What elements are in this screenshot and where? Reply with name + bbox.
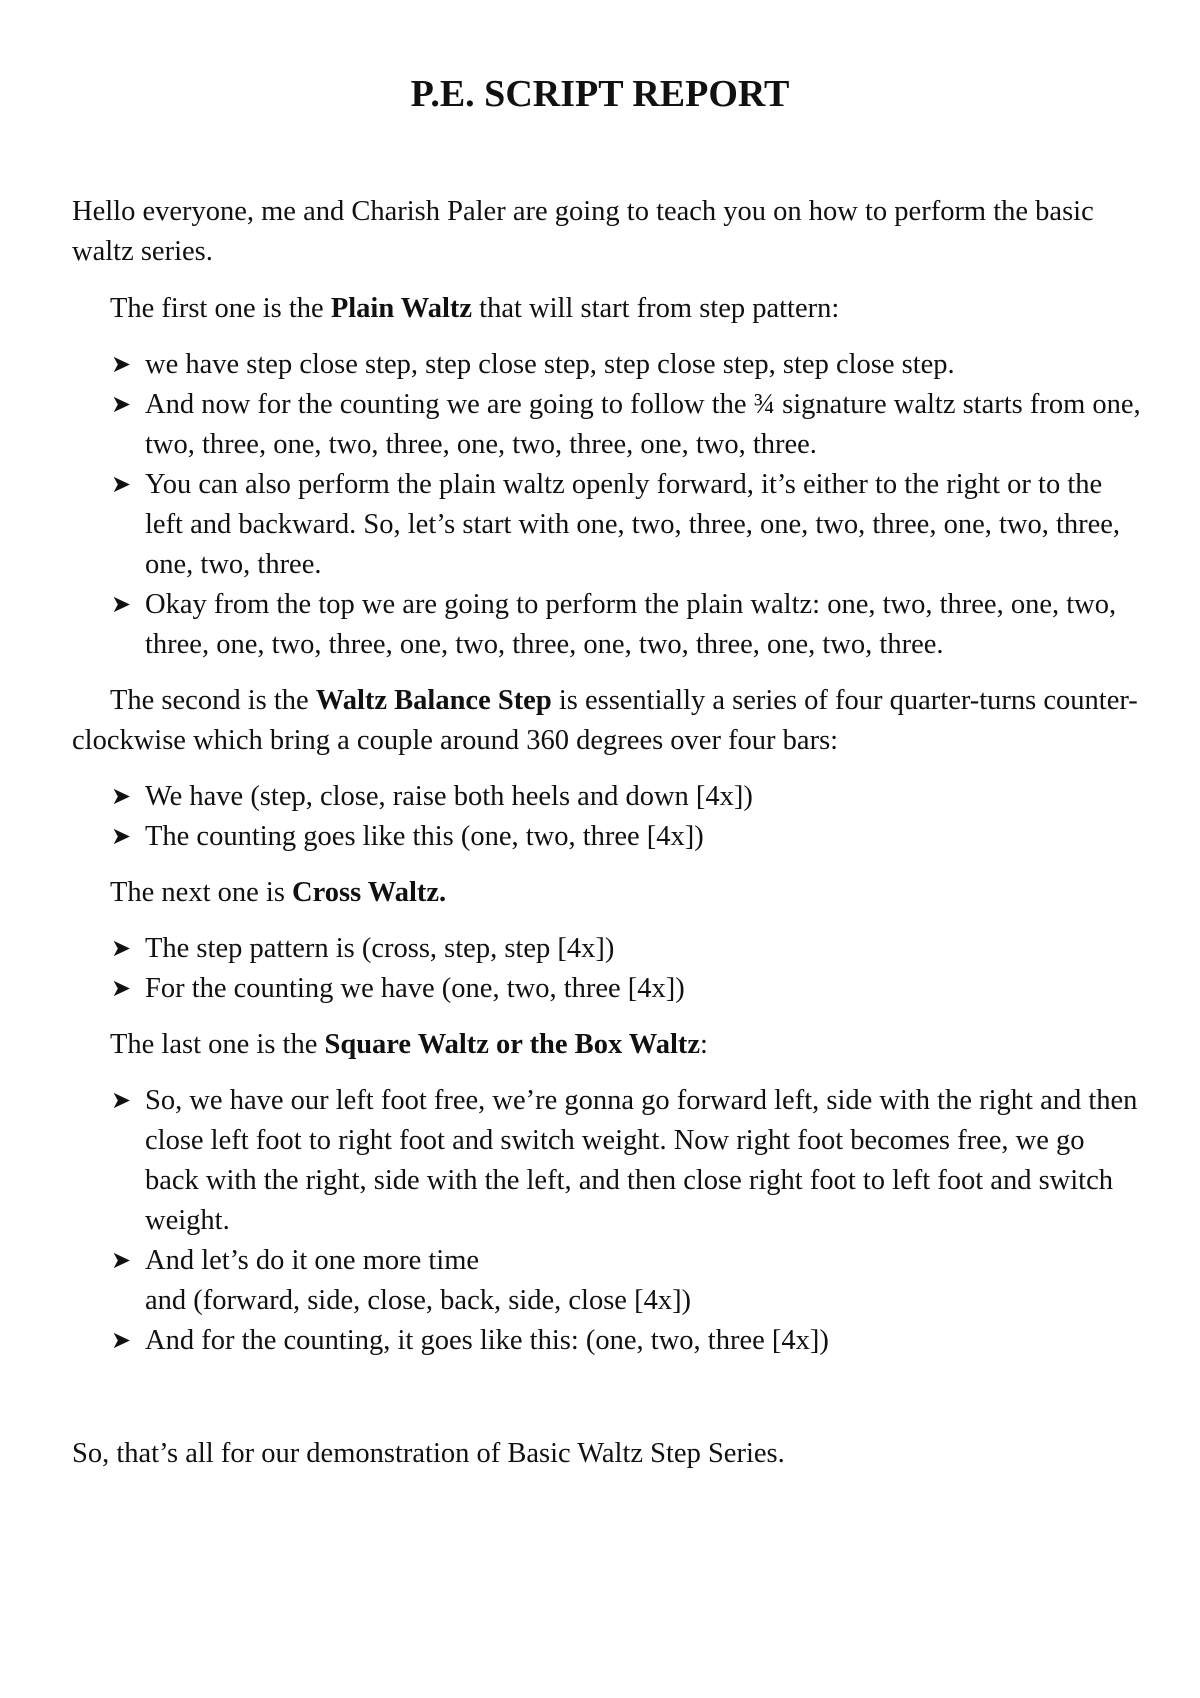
lead-text: The second is the bbox=[110, 685, 316, 716]
balance-step-lead bbox=[72, 681, 1142, 761]
list-item bbox=[111, 969, 1142, 1009]
arrowhead-bullet-icon: ➤ bbox=[111, 392, 132, 418]
plain-waltz-lead bbox=[110, 289, 1142, 329]
arrowhead-bullet-icon: ➤ bbox=[111, 976, 132, 1002]
list-item-text: So, we have our left foot free, we’re gonna go forward left, side with the right and then close left foot to right foot and switch weight. Now right foot becomes free, we go back with the right, side with the left, and then close right foot to left foot and switch weight. bbox=[145, 1085, 1138, 1236]
box-waltz-heading: Square Waltz or the Box Waltz bbox=[324, 1029, 701, 1060]
cross-waltz-list bbox=[72, 929, 1142, 1009]
lead-text: is essentially a series of four quarter-turns counter-clockwise which bring a couple around 360 degrees over four bars: bbox=[72, 685, 1138, 756]
list-item bbox=[111, 585, 1142, 665]
list-item bbox=[111, 465, 1142, 585]
cross-waltz-heading: Cross Waltz. bbox=[292, 877, 447, 908]
arrowhead-bullet-icon: ➤ bbox=[111, 936, 132, 962]
arrowhead-bullet-icon: ➤ bbox=[111, 1248, 132, 1274]
list-item bbox=[111, 1241, 1142, 1321]
list-item-text: Okay from the top we are going to perform the plain waltz: one, two, three, one, two, three, one, two, three, one, two, three, one, two, three, one, two, three. bbox=[145, 589, 1117, 660]
lead-text: : bbox=[700, 1029, 708, 1060]
intro-paragraph: Hello everyone, me and Charish Paler are going to teach you on how to perform the basic waltz series. bbox=[72, 196, 1094, 267]
list-item-text: And let’s do it one more time bbox=[145, 1245, 480, 1276]
list-item bbox=[111, 817, 1142, 857]
lead-text: that will start from step pattern: bbox=[472, 293, 840, 324]
list-item bbox=[111, 777, 1142, 817]
arrowhead-bullet-icon: ➤ bbox=[111, 472, 132, 498]
arrowhead-bullet-icon: ➤ bbox=[111, 592, 132, 618]
arrowhead-bullet-icon: ➤ bbox=[111, 1328, 132, 1354]
list-item-text: For the counting we have (one, two, three [4x]) bbox=[145, 973, 685, 1004]
page-title: P.E. SCRIPT REPORT bbox=[410, 73, 790, 115]
list-item bbox=[111, 385, 1142, 465]
document-body bbox=[72, 192, 1142, 1474]
plain-waltz-list bbox=[72, 345, 1142, 665]
lead-text: The first one is the bbox=[110, 293, 331, 324]
arrowhead-bullet-icon: ➤ bbox=[111, 352, 132, 378]
list-item-text: The counting goes like this (one, two, three [4x]) bbox=[145, 821, 704, 852]
lead-text: The next one is bbox=[110, 877, 293, 908]
balance-step-list bbox=[72, 777, 1142, 857]
list-item-text: The step pattern is (cross, step, step [4x]) bbox=[145, 933, 615, 964]
list-item bbox=[111, 1321, 1142, 1361]
list-item bbox=[111, 345, 1142, 385]
list-item bbox=[111, 1081, 1142, 1241]
list-item-text-continuation: and (forward, side, close, back, side, close [4x]) bbox=[145, 1285, 692, 1316]
arrowhead-bullet-icon: ➤ bbox=[111, 784, 132, 810]
closing-paragraph: So, that’s all for our demonstration of Basic Waltz Step Series. bbox=[72, 1438, 785, 1469]
list-item-text: we have step close step, step close step, step close step, step close step. bbox=[145, 349, 955, 380]
arrowhead-bullet-icon: ➤ bbox=[111, 1088, 132, 1114]
lead-text: The last one is the bbox=[110, 1029, 325, 1060]
list-item-text: You can also perform the plain waltz openly forward, it’s either to the right or to the left and backward. So, let’s start with one, two, three, one, two, three, one, two, three, one, two, three. bbox=[145, 469, 1121, 580]
box-waltz-list bbox=[72, 1081, 1142, 1361]
list-item-text: And now for the counting we are going to follow the ¾ signature waltz starts from one, two, three, one, two, three, one, two, three, one, two, three. bbox=[145, 389, 1141, 460]
list-item-text: We have (step, close, raise both heels and down [4x]) bbox=[145, 781, 753, 812]
list-item-text: And for the counting, it goes like this: (one, two, three [4x]) bbox=[145, 1325, 829, 1356]
arrowhead-bullet-icon: ➤ bbox=[111, 824, 132, 850]
box-waltz-lead bbox=[110, 1025, 1142, 1065]
plain-waltz-heading: Plain Waltz bbox=[330, 293, 473, 324]
cross-waltz-lead bbox=[110, 873, 1142, 913]
balance-step-heading: Waltz Balance Step bbox=[315, 685, 552, 716]
list-item bbox=[111, 929, 1142, 969]
